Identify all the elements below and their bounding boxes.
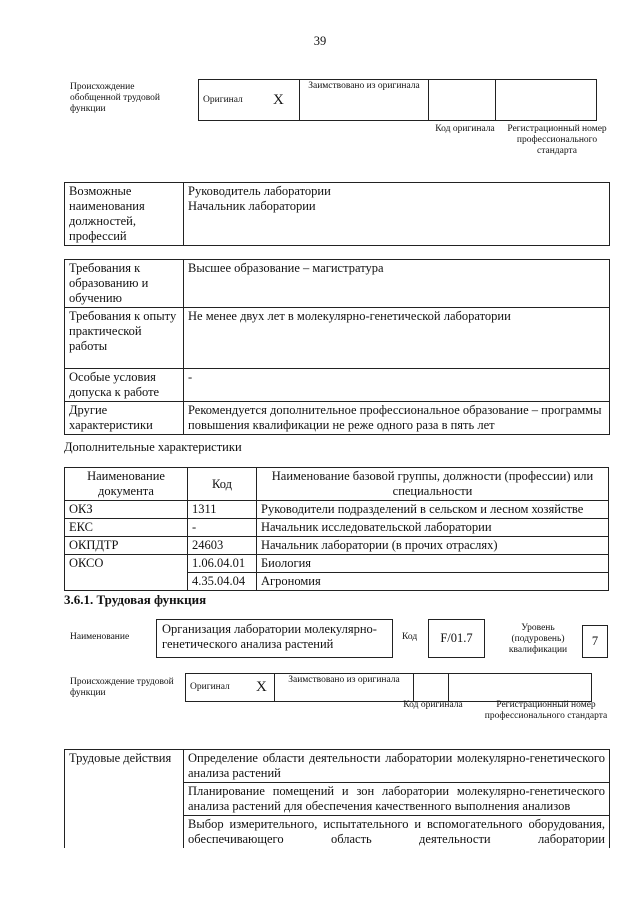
row-doc: ЕКС [65, 519, 188, 537]
row-code: 1311 [188, 501, 257, 519]
requirements-table [64, 259, 610, 435]
reg-number-cell [496, 80, 597, 121]
additional-table [64, 467, 609, 591]
row-doc: ОКПДТР [65, 537, 188, 555]
function-code-label: Код [402, 632, 418, 642]
fo-original-code-cell [414, 674, 449, 702]
function-code-value: F/01.7 [428, 619, 485, 658]
original-mark: X [269, 80, 300, 121]
level-label: Уровень (подуровень) квалификации [508, 623, 568, 655]
position-item: Руководитель лаборатории [188, 184, 331, 198]
actions-table [64, 749, 610, 848]
action-text: Выбор измерительного, испытательного и вспомогательного оборудования, обеспечивающего область деятельности лаборатории [188, 817, 605, 846]
original-code-cell [429, 80, 496, 121]
borrowed-label: Заимствовано из оригинала [300, 80, 429, 121]
generalized-origin-table [198, 79, 597, 121]
header-code: Код [188, 468, 257, 501]
row-code: 1.06.04.01 [188, 555, 257, 573]
original-label: Оригинал [199, 80, 270, 121]
req-value: Не менее двух лет в молекулярно-генетической лаборатории [184, 308, 610, 369]
row-doc: ОКЗ [65, 501, 188, 519]
section-heading: 3.6.1. Трудовая функция [64, 592, 207, 607]
req-value: Высшее образование – магистратура [184, 260, 610, 308]
function-origin-table [185, 673, 592, 702]
positions-label: Возможные наименования должностей, профессий [65, 183, 184, 246]
row-code: 4.35.04.04 [188, 573, 257, 591]
row-code: 24603 [188, 537, 257, 555]
fo-borrowed-label: Заимствовано из оригинала [275, 674, 414, 702]
row-doc [65, 573, 188, 591]
position-item: Начальник лаборатории [188, 199, 316, 213]
req-label: Другие характеристики [65, 402, 184, 435]
reg-number-caption: Регистрационный номер профессионального стандарта [507, 124, 607, 156]
action-text: Определение области деятельности лаборатории молекулярно-генетического анализа растений [188, 751, 605, 780]
fo-original-code-caption: Код оригинала [403, 700, 463, 710]
fo-reg-number-cell [449, 674, 592, 702]
fo-original-label: Оригинал [186, 674, 253, 702]
row-name: Начальник исследовательской лаборатории [257, 519, 609, 537]
row-name: Начальник лаборатории (в прочих отраслях) [257, 537, 609, 555]
action-item [184, 750, 610, 783]
function-name-value: Организация лаборатории молекулярно-генетического анализа растений [156, 619, 393, 658]
row-name: Агрономия [257, 573, 609, 591]
generalized-origin-label: Происхождение обобщенной трудовой функции [70, 82, 160, 114]
req-label: Требования к образованию и обучению [65, 260, 184, 308]
original-code-caption: Код оригинала [435, 124, 495, 134]
action-text: Планирование помещений и зон лаборатории молекулярно-генетического анализа растений для обеспечения качественного выполнения анализов [188, 784, 605, 813]
actions-label: Трудовые действия [65, 750, 184, 849]
positions-table [64, 182, 610, 246]
row-name: Руководители подразделений в сельском и лесном хозяйстве [257, 501, 609, 519]
function-origin-label: Происхождение трудовой функции [70, 677, 174, 698]
row-code: - [188, 519, 257, 537]
req-label: Особые условия допуска к работе [65, 369, 184, 402]
row-name: Биология [257, 555, 609, 573]
header-doc: Наименование документа [65, 468, 188, 501]
fo-reg-number-caption: Регистрационный номер профессионального стандарта [484, 700, 608, 721]
additional-title: Дополнительные характеристики [64, 440, 242, 454]
action-item [184, 783, 610, 816]
positions-values [184, 183, 610, 246]
level-value: 7 [582, 625, 608, 658]
req-value: - [184, 369, 610, 402]
fo-original-mark: X [252, 674, 275, 702]
req-label: Требования к опыту практической работы [65, 308, 184, 369]
req-value: Рекомендуется дополнительное профессиональное образование – программы повышения квалификации не реже одного раза в пять лет [184, 402, 610, 435]
function-name-label: Наименование [70, 632, 130, 642]
header-name: Наименование базовой группы, должности (профессии) или специальности [257, 468, 609, 501]
row-doc: ОКСО [65, 555, 188, 573]
page-number: 39 [313, 34, 327, 48]
action-item [184, 816, 610, 849]
